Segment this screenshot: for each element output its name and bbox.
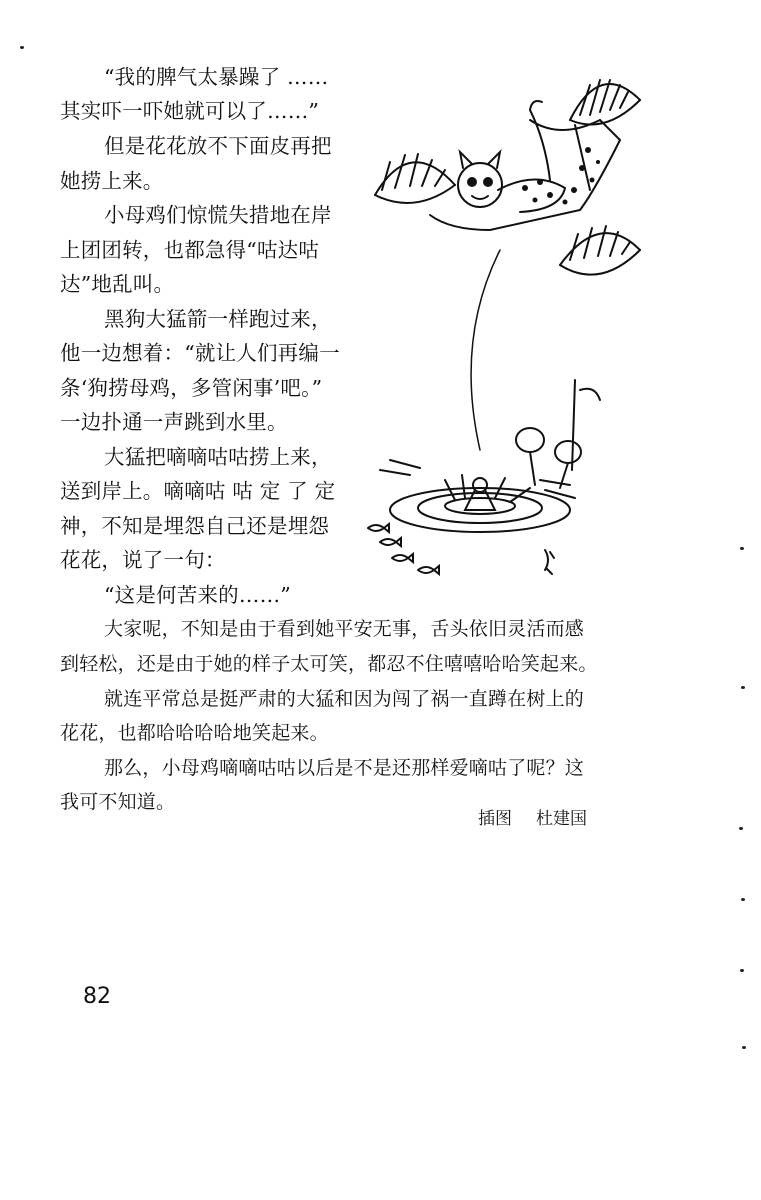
print-speck xyxy=(20,46,24,49)
text-line: 大猛把嘀嘀咕咕捞上来， xyxy=(104,445,332,469)
print-speck xyxy=(740,969,744,972)
text-line: 但是花花放不下面皮再把 xyxy=(104,134,332,158)
print-speck xyxy=(742,1046,746,1049)
text-line: 就连平常总是挺严肃的大猛和因为闯了祸一直蹲在树上的 xyxy=(104,688,585,710)
credit-artist: 杜建国 xyxy=(536,809,587,829)
text-line: 她捞上来。 xyxy=(60,169,164,193)
illustration-credit xyxy=(478,804,587,829)
text-line: 一边扑通一声跳到水里。 xyxy=(60,410,288,434)
print-speck xyxy=(739,827,743,830)
text-line: 黑狗大猛箭一样跑过来， xyxy=(104,307,332,331)
text-line: “这是何苦来的……” xyxy=(104,583,291,607)
text-line: 条‘狗捞母鸡，多管闲事’吧。” xyxy=(60,376,323,400)
illustration-cat-in-tree-pond xyxy=(360,40,660,600)
credit-label: 插图 xyxy=(478,809,512,829)
text-line: 那么，小母鸡嘀嘀咕咕以后是不是还那样爱嘀咕了呢？这 xyxy=(104,757,585,779)
tree-foliage-right xyxy=(560,226,640,275)
text-line: 神，不知是埋怨自己还是埋怨 xyxy=(60,514,330,538)
text-line: 其实吓一吓她就可以了……” xyxy=(60,99,320,123)
text-line: 花花，说了一句： xyxy=(60,548,226,572)
text-line: “我的脾气太暴躁了 …… xyxy=(104,65,329,89)
text-line: 我可不知道。 xyxy=(60,791,176,813)
tree-foliage-left xyxy=(375,154,455,203)
text-line: 他一边想着：“就让人们再编一 xyxy=(60,341,340,365)
print-speck xyxy=(740,547,744,550)
cat-figure xyxy=(458,101,565,212)
text-line: 小母鸡们惊慌失措地在岸 xyxy=(104,203,332,227)
print-speck xyxy=(741,686,745,689)
text-line: 到轻松，还是由于她的样子太可笑，都忍不住嘻嘻哈哈笑起来。 xyxy=(60,653,598,675)
print-speck xyxy=(741,898,745,901)
page-number: 82 xyxy=(83,984,111,1009)
text-line: 上团团转，也都急得“咕达咕 xyxy=(60,238,320,262)
tree-foliage-upper xyxy=(570,80,640,125)
text-line: 达”地乱叫。 xyxy=(60,272,175,296)
text-line: 送到岸上。嘀嘀咕 咕 定 了 定 xyxy=(60,479,336,503)
text-line: 花花，也都哈哈哈哈地笑起来。 xyxy=(60,722,329,744)
fish-group xyxy=(368,524,439,574)
text-line: 大家呢，不知是由于看到她平安无事，舌头依旧灵活而感 xyxy=(104,618,585,640)
